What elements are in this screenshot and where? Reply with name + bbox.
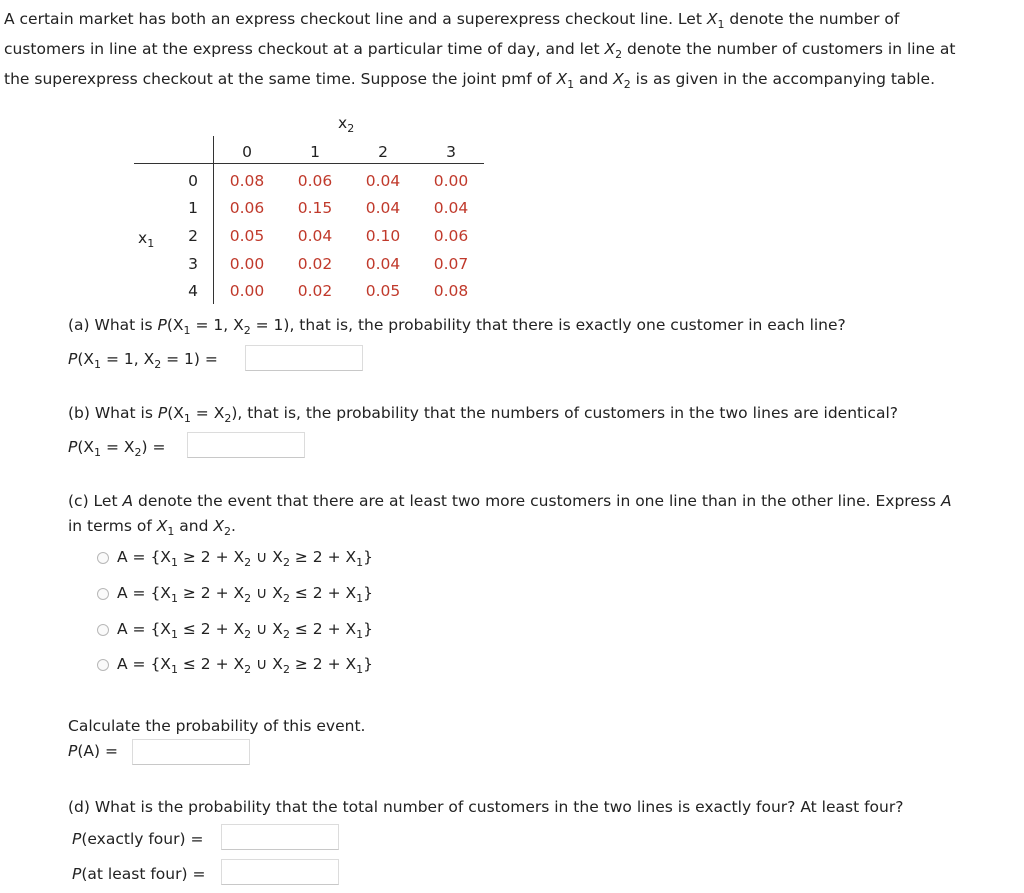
answer-c-label: P(A) = xyxy=(68,742,118,760)
answer-b-input[interactable] xyxy=(187,432,305,458)
row-variable-label: $x_1$ xyxy=(138,229,155,250)
answer-d-exact-label: P(exactly four) = xyxy=(72,830,204,848)
row-header: 3 xyxy=(188,255,198,273)
table-cell: 0.08 xyxy=(229,172,265,190)
calc-prompt: Calculate the probability of this event. xyxy=(68,717,366,735)
table-cell: 0.04 xyxy=(297,227,333,245)
table-cell: 0.15 xyxy=(297,199,333,217)
table-vertical-rule xyxy=(213,136,214,304)
question-a: (a) What is $P(X_1 = 1$, $X_2 = 1$), that is, the probability that there is exactly one customer in each line? xyxy=(68,316,846,337)
answer-a-input[interactable] xyxy=(245,345,363,371)
table-cell: 0.06 xyxy=(433,227,469,245)
row-header: 0 xyxy=(188,172,198,190)
table-cell: 0.00 xyxy=(229,255,265,273)
question-b: (b) What is $P(X_1 = X_2)$, that is, the probability that the numbers of customers in the two lines are identical? xyxy=(68,404,898,425)
table-cell: 0.08 xyxy=(433,282,469,300)
table-cell: 0.10 xyxy=(365,227,401,245)
choice-label[interactable]: $A = \{X_1 \ge 2 + X_2$ ∪ $X_2 \le 2 + X_1$} xyxy=(117,584,373,605)
question-c-line-2: in terms of $X_1$ and $X_2$. xyxy=(68,517,236,538)
question-d: (d) What is the probability that the total number of customers in the two lines is exactly four? At least four? xyxy=(68,798,904,816)
col-header: 1 xyxy=(310,143,320,161)
radio-button[interactable] xyxy=(97,552,109,564)
answer-c-input[interactable] xyxy=(132,739,250,765)
choice-label[interactable]: $A = \{X_1 \ge 2 + X_2$ ∪ $X_2 \ge 2 + X_1$} xyxy=(117,548,373,569)
table-cell: 0.04 xyxy=(433,199,469,217)
table-cell: 0.04 xyxy=(365,199,401,217)
table-cell: 0.07 xyxy=(433,255,469,273)
table-cell: 0.00 xyxy=(433,172,469,190)
intro-line-3: the superexpress checkout at the same time. Suppose the joint pmf of $X_1$ and $X_2$ is as given in the accompanying table. xyxy=(4,70,936,91)
table-cell: 0.00 xyxy=(229,282,265,300)
table-cell: 0.04 xyxy=(365,172,401,190)
answer-d-exact-input[interactable] xyxy=(221,824,339,850)
intro-line-2: customers in line at the express checkout at a particular time of day, and let $X_2$ denote the number of customers in line at xyxy=(4,40,956,61)
table-cell: 0.06 xyxy=(229,199,265,217)
choice-label[interactable]: $A = \{X_1 \le 2 + X_2$ ∪ $X_2 \le 2 + X_1$} xyxy=(117,620,373,641)
radio-button[interactable] xyxy=(97,588,109,600)
answer-d-least-input[interactable] xyxy=(221,859,339,885)
question-c-line-1: (c) Let A denote the event that there are at least two more customers in one line than in the other line. Express A xyxy=(68,492,952,510)
answer-a-label: $P(X_1 = 1$, $X_2 = 1$) = xyxy=(68,350,218,371)
row-header: 2 xyxy=(188,227,198,245)
table-horizontal-rule xyxy=(134,163,484,164)
intro-line-1: A certain market has both an express checkout line and a superexpress checkout line. Let $X_1$ denote the number of xyxy=(4,10,900,31)
choice-label[interactable]: $A = \{X_1 \le 2 + X_2$ ∪ $X_2 \ge 2 + X_1$} xyxy=(117,655,373,676)
row-header: 4 xyxy=(188,282,198,300)
table-cell: 0.04 xyxy=(365,255,401,273)
col-header: 3 xyxy=(446,143,456,161)
col-variable-label: $x_2$ xyxy=(338,114,355,135)
radio-button[interactable] xyxy=(97,624,109,636)
table-cell: 0.02 xyxy=(297,255,333,273)
table-cell: 0.05 xyxy=(365,282,401,300)
answer-d-least-label: P(at least four) = xyxy=(72,865,206,883)
col-header: 2 xyxy=(378,143,388,161)
row-header: 1 xyxy=(188,199,198,217)
col-header: 0 xyxy=(242,143,252,161)
problem-intro xyxy=(4,4,1020,94)
answer-b-label: $P(X_1 = X_2)$ = xyxy=(68,438,166,459)
table-cell: 0.02 xyxy=(297,282,333,300)
table-cell: 0.06 xyxy=(297,172,333,190)
radio-button[interactable] xyxy=(97,659,109,671)
table-cell: 0.05 xyxy=(229,227,265,245)
